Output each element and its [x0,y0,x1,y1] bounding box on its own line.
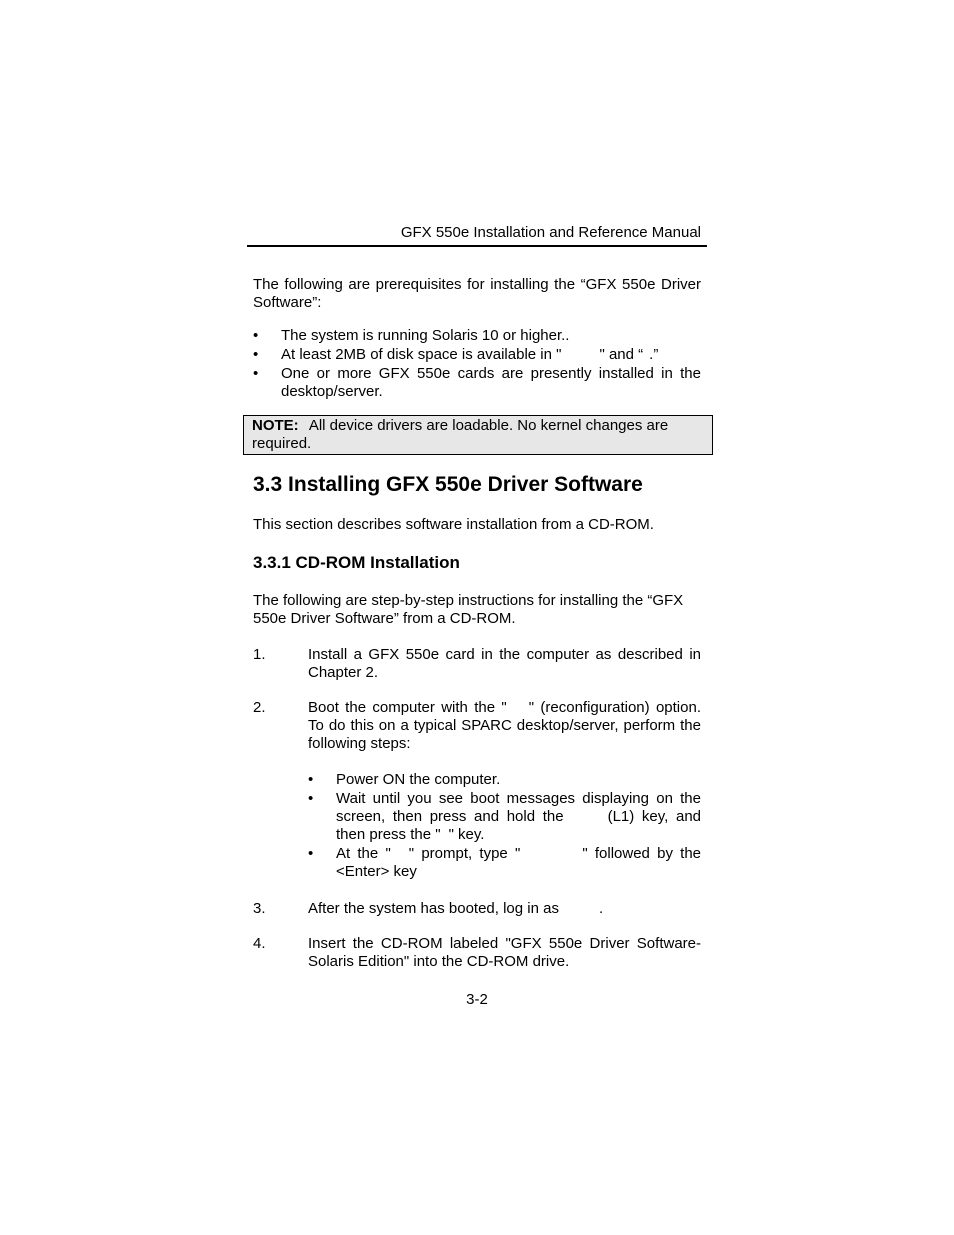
subsection-intro: The following are step-by-step instructions for installing the “GFX 550e Driver Software” from a CD-ROM. [253,592,684,627]
bullet-icon: • [253,346,259,363]
step-number: 1. [253,646,266,663]
step-text-part: After the system has booted, log in as [308,900,559,917]
list-item [253,327,701,345]
list-item [308,771,701,789]
step-text-part: Boot the computer with the " [308,699,507,716]
prereq-intro: The following are prerequisites for installing the “GFX 550e Driver Software”: [253,276,701,311]
list-item-text: At the " [336,845,391,862]
list-item [308,790,701,844]
list-item-text: " followed by the <Enter> key [336,845,702,880]
step-text [308,699,701,753]
section-intro: This section describes software installation from a CD-ROM. [253,516,654,533]
bullet-icon: • [308,771,314,788]
subsection-title: 3.3.1 CD-ROM Installation [253,553,460,572]
list-item-text: Wait until you see boot messages displaying on the screen, then press and hold the [336,790,701,825]
step-text-part: . [598,900,604,917]
list-item-text: .” [649,346,659,363]
step-number: 4. [253,935,266,952]
step-text [308,900,701,918]
list-item-text: " prompt, type " [408,845,521,862]
list-item-text: " and “ [599,346,644,363]
page-number: 3-2 [466,991,488,1008]
note-label: NOTE: [252,417,299,434]
step2-sublist [308,771,701,881]
step-text-part: " (reconfiguration) option. To do this on a typical SPARC desktop/server, perform the following steps: [308,699,701,752]
prereq-list [253,327,701,401]
bullet-icon: • [253,365,259,382]
list-item-text: Power ON the computer. [336,771,501,788]
running-header: GFX 550e Installation and Reference Manual [400,224,701,241]
list-item-text: The system is running Solaris 10 or higher.. [281,327,570,344]
step-text: Insert the CD-ROM labeled "GFX 550e Driver Software-Solaris Edition" into the CD-ROM drive. [308,935,701,970]
list-item-text: One or more GFX 550e cards are presently installed in the desktop/server. [281,365,701,400]
section-title: 3.3 Installing GFX 550e Driver Software [253,473,643,496]
note-box [243,415,713,455]
note-text: All device drivers are loadable. No kernel changes are required. [252,417,669,452]
list-item [253,346,701,364]
header-rule [247,245,707,247]
step-number: 2. [253,699,266,716]
list-item-text: " key. [448,826,485,843]
list-item [308,845,701,881]
step-number: 3. [253,900,266,917]
step-text: Install a GFX 550e card in the computer as described in Chapter 2. [308,646,701,681]
list-item-text: At least 2MB of disk space is available in " [281,346,562,363]
bullet-icon: • [308,790,314,807]
list-item-text: (L1) key, and then press the " [336,808,702,843]
list-item [253,365,701,401]
bullet-icon: • [253,327,259,344]
bullet-icon: • [308,845,314,862]
